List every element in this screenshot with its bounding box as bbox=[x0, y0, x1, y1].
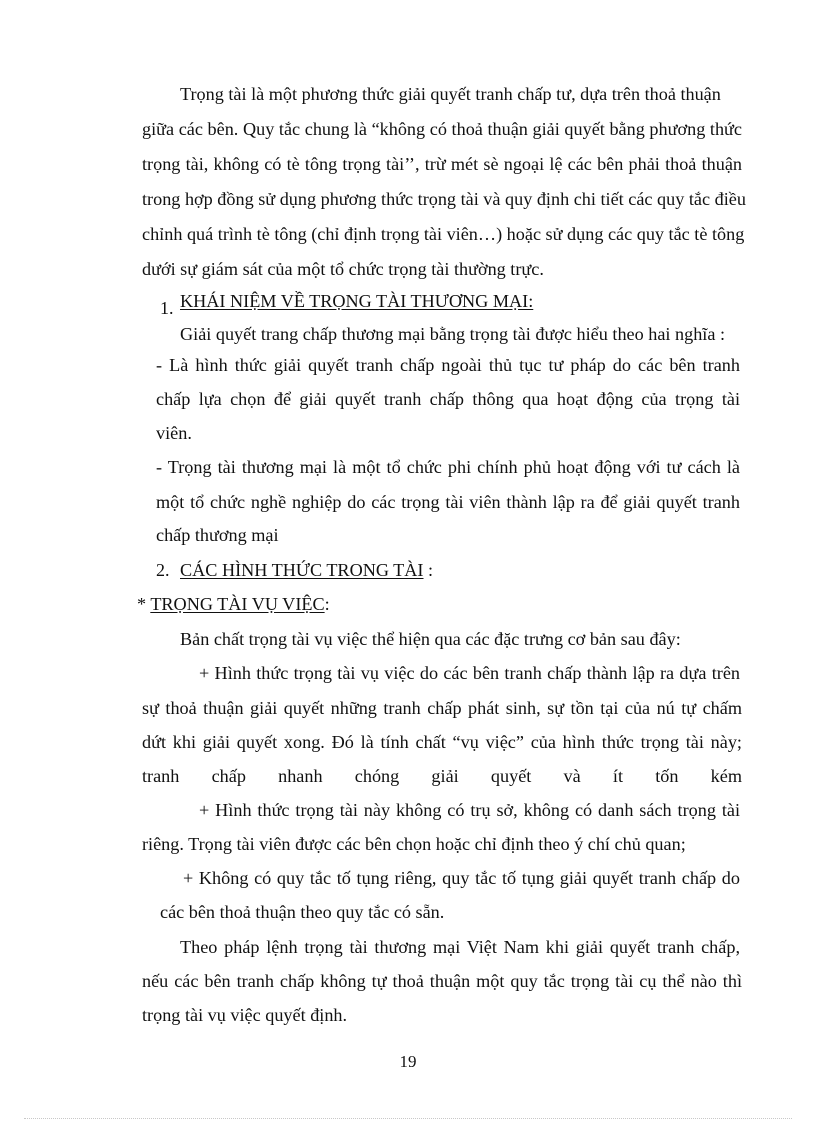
section2-heading bbox=[180, 559, 480, 581]
section2-line-7: riêng. Trọng tài viên được các bên chọn hoặc chỉ định theo ý chí chủ quan; bbox=[142, 834, 686, 854]
section1-line-3: chấp lựa chọn để giải quyết tranh chấp thông qua hoạt động của trọng tài bbox=[156, 389, 740, 409]
section2-line-9: các bên thoả thuận theo quy tắc có sẵn. bbox=[160, 902, 445, 922]
page-edge-divider bbox=[24, 1118, 792, 1119]
section2-number: 2. bbox=[156, 560, 170, 580]
page-number: 19 bbox=[399, 1052, 417, 1071]
section1-line-7: chấp thương mại bbox=[156, 525, 279, 545]
intro-line-6: dưới sự giám sát của một tổ chức trọng tài thường trực. bbox=[142, 259, 544, 279]
subsection-heading-text: TRỌNG TÀI VỤ VIỆC bbox=[150, 594, 325, 614]
section2-line-10: Theo pháp lệnh trọng tài thương mại Việt Nam khi giải quyết tranh chấp, bbox=[180, 937, 740, 957]
section2-line-4: dứt khi giải quyết xong. Đó là tính chất “vụ việc” của hình thức trọng tài này; bbox=[142, 732, 742, 752]
subsection-heading bbox=[137, 593, 437, 615]
section2-line-11: nếu các bên tranh chấp không tự thoả thuận một quy tắc trọng tài cụ thể nào thì bbox=[142, 971, 742, 991]
section1-line-5: - Trọng tài thương mại là một tổ chức phi chính phủ hoạt động với tư cách là bbox=[156, 457, 740, 477]
section2-line-6: + Hình thức trọng tài này không có trụ sở, không có danh sách trọng tài bbox=[199, 800, 740, 820]
intro-line-4: trong hợp đồng sử dụng phương thức trọng tài và quy định chi tiết các quy tắc điều bbox=[142, 189, 746, 209]
section2-line-8: + Không có quy tắc tố tụng riêng, quy tắc tố tụng giải quyết tranh chấp do bbox=[183, 868, 740, 888]
section2-line-2: + Hình thức trọng tài vụ việc do các bên tranh chấp thành lập ra dựa trên bbox=[199, 663, 740, 683]
section2-line-1: Bản chất trọng tài vụ việc thể hiện qua các đặc trưng cơ bản sau đây: bbox=[180, 629, 681, 649]
intro-line-5: chỉnh quá trình tè tông (chỉ định trọng tài viên…) hoặc sử dụng các quy tắc tè tông bbox=[142, 224, 745, 244]
section2-line-5: tranh chấp nhanh chóng giải quyết và ít tốn kém bbox=[142, 766, 742, 786]
section1-number: 1. bbox=[160, 298, 174, 318]
subsection-heading-suffix: : bbox=[324, 594, 330, 614]
section2-line-3: sự thoả thuận giải quyết những tranh chấp phát sinh, sự tồn tại của nú tự chấm bbox=[142, 698, 742, 718]
section1-heading: KHÁI NIỆM VỀ TRỌNG TÀI THƯƠNG MẠI: bbox=[180, 291, 534, 311]
section1-line-4: viên. bbox=[156, 423, 192, 443]
section2-line-12: trọng tài vụ việc quyết định. bbox=[142, 1005, 348, 1025]
section1-line-1: Giải quyết trang chấp thương mại bằng trọng tài được hiểu theo hai nghĩa : bbox=[180, 324, 726, 344]
star-bullet: * bbox=[137, 594, 147, 614]
section2-heading-text: CÁC HÌNH THỨC TRONG TÀI bbox=[180, 560, 424, 580]
section1-line-6: một tổ chức nghề nghiệp do các trọng tài viên thành lập ra để giải quyết tranh bbox=[156, 492, 740, 512]
intro-line-3: trọng tài, không có tè tông trọng tài’’, trừ mét sè ngoại lệ các bên phải thoả thuận bbox=[142, 154, 742, 174]
section2-heading-suffix: : bbox=[423, 560, 434, 580]
section1-line-2: - Là hình thức giải quyết tranh chấp ngoài thủ tục tư pháp do các bên tranh bbox=[156, 355, 740, 375]
intro-line-2: giữa các bên. Quy tắc chung là “không có thoả thuận giải quyết bằng phương thức bbox=[142, 119, 742, 139]
intro-line-1: Trọng tài là một phương thức giải quyết tranh chấp tư, dựa trên thoả thuận bbox=[180, 84, 721, 104]
